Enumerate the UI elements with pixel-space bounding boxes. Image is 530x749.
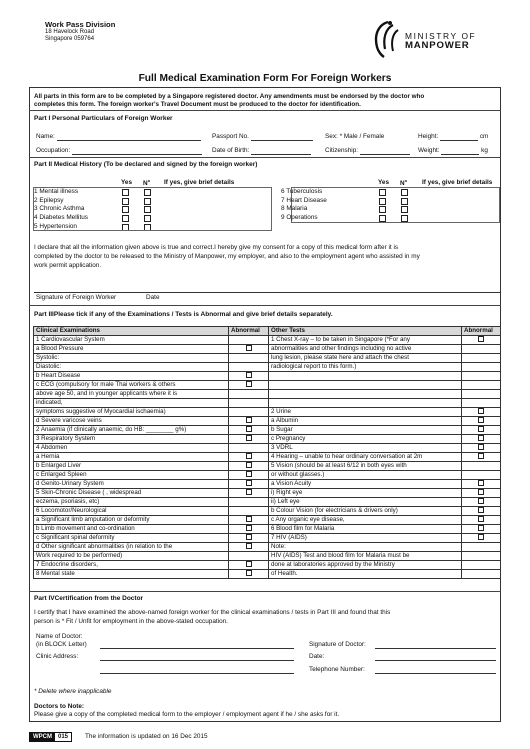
other-test-cell: 2 Urine	[269, 408, 462, 417]
history-item-label: 2 Epilepsy	[34, 196, 64, 204]
other-test-cell: 3 VDRL	[269, 444, 462, 453]
abnormal-checkbox[interactable]	[246, 561, 252, 567]
part3-title: Part IIIPlease tick if any of the Examinations / Tests is Abnormal and give brief details separately.	[34, 311, 333, 318]
other-test-cell: Note:	[269, 543, 462, 552]
history-item-label: 4 Diabetes Mellitus	[34, 214, 88, 222]
exam-table-row	[34, 507, 501, 516]
passport-line	[251, 134, 313, 141]
abnormal-checkbox[interactable]	[246, 480, 252, 486]
abnormal-cell	[462, 435, 501, 444]
passport-field[interactable]	[212, 133, 313, 141]
clinical-exam-cell: a Hernia	[34, 453, 229, 462]
exam-table-row	[34, 534, 501, 543]
doctor-date-line[interactable]	[375, 660, 496, 661]
other-test-cell: HIV (AIDS) Test and blood film for Malaria must be	[269, 552, 462, 561]
exam-table-row	[34, 453, 501, 462]
abnormal-cell	[229, 516, 269, 525]
abnormal-checkbox[interactable]	[246, 462, 252, 468]
history-item-label: 9 Operations	[281, 214, 318, 222]
occupation-line	[72, 148, 202, 155]
part2-title: Part II Medical History (To be declared and signed by the foreign worker)	[34, 161, 258, 168]
other-test-cell	[269, 381, 462, 390]
abnormal-checkbox[interactable]	[478, 498, 484, 504]
history-right-list	[281, 188, 481, 223]
form-code-left: WPCM	[30, 733, 55, 741]
abnormal-cell	[229, 435, 269, 444]
abnormal-cell	[462, 390, 501, 399]
clinical-exam-cell: b Enlarged Liver	[34, 462, 229, 471]
weight-field[interactable]	[418, 147, 488, 155]
abnormal-cell	[462, 543, 501, 552]
intro-line-1: All parts in this form are to be completed by a Singapore registered doctor. Any amendments must be endorsed by the doctor who	[34, 93, 425, 100]
doctors-note-title: Doctors to Note:	[34, 703, 85, 710]
address-line-1: 18 Havelock Road	[45, 29, 95, 35]
other-test-cell	[269, 390, 462, 399]
clinical-exam-cell: d Severe varicose veins	[34, 417, 229, 426]
abnormal-cell	[462, 426, 501, 435]
other-test-cell: abnormalities and other findings including no active	[269, 345, 462, 354]
exam-table-row	[34, 435, 501, 444]
no-header-right: $N^o$	[400, 178, 408, 188]
other-test-cell: radiological report to this form.)	[269, 363, 462, 372]
other-test-cell: c Pregnancy	[269, 435, 462, 444]
abnormal-cell	[229, 543, 269, 552]
exam-table-wrap	[33, 326, 500, 579]
exam-table-row	[34, 480, 501, 489]
abnormal-checkbox[interactable]	[246, 435, 252, 441]
exam-table-row	[34, 381, 501, 390]
abnormal-cell	[229, 345, 269, 354]
exam-table-row	[34, 489, 501, 498]
updated-note: The information is updated on 16 Dec 2015	[85, 733, 208, 740]
col-abnormal-header: Abnormal	[229, 327, 269, 336]
abnormal-checkbox[interactable]	[246, 516, 252, 522]
part4-title: Part IVCertification from the Doctor	[34, 595, 144, 602]
declaration-line-2: completed by the doctor to be released to the Ministry of Manpower, my employer, and also to the employment agent who assisted in my	[34, 253, 420, 260]
abnormal-cell	[229, 498, 269, 507]
other-test-cell: a Albumin	[269, 417, 462, 426]
clinical-exam-cell: Systolic:	[34, 354, 229, 363]
abnormal-checkbox[interactable]	[246, 570, 252, 576]
exam-table-row	[34, 471, 501, 480]
abnormal-cell	[462, 552, 501, 561]
clinical-exam-cell: 6 Locomotor/Neurological	[34, 507, 229, 516]
abnormal-cell	[462, 417, 501, 426]
history-item	[281, 214, 481, 223]
exam-table-row	[34, 552, 501, 561]
doctor-signature-label: Signature of Doctor:	[309, 641, 366, 648]
form-code-right: 015	[58, 734, 69, 740]
abnormal-cell	[229, 462, 269, 471]
worker-date-label: Date	[146, 294, 160, 301]
intro-line-2: completes this form. The foreign worker's Travel Document must be produced to the doctor for identification.	[34, 101, 361, 108]
history-item-label: 5 Hypertension	[34, 222, 77, 230]
height-field[interactable]	[418, 133, 488, 141]
exam-table-row	[34, 408, 501, 417]
form-code-badge	[29, 732, 72, 742]
other-test-cell: a Vision Acuity	[269, 480, 462, 489]
dob-label: Date of Birth:	[212, 147, 250, 154]
clinical-exam-cell: 5 Skin-Chronic Disease ( , widespread	[34, 489, 229, 498]
abnormal-cell	[229, 336, 269, 345]
no-header-left: $N^o$	[143, 178, 151, 188]
address-line-2: Singapore 059764	[45, 36, 95, 42]
col-other-header: Other Tests	[269, 327, 462, 336]
abnormal-cell	[462, 507, 501, 516]
dob-line	[251, 148, 311, 155]
other-test-cell	[269, 399, 462, 408]
history-item-label: 1 Mental illness	[34, 188, 79, 195]
abnormal-checkbox[interactable]	[246, 417, 252, 423]
doctor-name-line[interactable]	[100, 648, 294, 649]
exam-table-header	[34, 327, 501, 336]
exam-table-row	[34, 462, 501, 471]
history-item	[281, 197, 481, 206]
clinical-exam-cell: c ECG (compulsory for male Thai workers & others	[34, 381, 229, 390]
ministry-line-2: MANPOWER	[405, 40, 470, 51]
clinical-exam-cell: b Heart Disease	[34, 372, 229, 381]
history-item-label: 8 Malaria	[281, 205, 308, 213]
exam-table-row	[34, 570, 501, 579]
abnormal-cell	[462, 372, 501, 381]
abnormal-cell	[229, 480, 269, 489]
abnormal-checkbox[interactable]	[478, 336, 484, 342]
abnormal-cell	[462, 399, 501, 408]
clinical-exam-cell: above age 50, and in younger applicants where it is	[34, 390, 229, 399]
abnormal-checkbox[interactable]	[246, 534, 252, 540]
doctor-signature-line[interactable]	[375, 648, 496, 649]
history-yes-checkbox[interactable]	[379, 198, 386, 205]
history-left-grid	[33, 187, 272, 231]
abnormal-checkbox[interactable]	[246, 471, 252, 477]
ministry-line-1: MINISTRY OF	[405, 31, 477, 41]
clinical-exam-cell: eczema, psoriasis, etc)	[34, 498, 229, 507]
clinical-exam-cell: 2 Anaemia (if clinically anaemic, do HB: ________ g%)	[34, 426, 229, 435]
abnormal-cell	[229, 489, 269, 498]
abnormal-cell	[462, 354, 501, 363]
abnormal-cell	[462, 363, 501, 372]
other-test-cell: c Any organic eye disease,	[269, 516, 462, 525]
exam-table-row	[34, 363, 501, 372]
passport-label: Passport No.	[212, 133, 249, 140]
abnormal-checkbox[interactable]	[478, 507, 484, 513]
abnormal-cell	[462, 462, 501, 471]
abnormal-checkbox[interactable]	[246, 489, 252, 495]
abnormal-checkbox[interactable]	[478, 426, 484, 432]
history-item	[281, 205, 481, 214]
other-test-cell: 7 HIV (AIDS)	[269, 534, 462, 543]
telephone-line[interactable]	[375, 673, 496, 674]
abnormal-checkbox[interactable]	[246, 453, 252, 459]
history-item-label: 6 Tuberculosis	[281, 188, 323, 195]
abnormal-checkbox[interactable]	[246, 345, 252, 351]
exam-table-row	[34, 543, 501, 552]
clinical-exam-cell: Diastolic:	[34, 363, 229, 372]
telephone-label: Telephone Number:	[309, 666, 365, 673]
clinic-address-label: Clinic Address:	[36, 653, 79, 660]
clinical-exam-cell: 8 Mental state	[34, 570, 229, 579]
clinic-address-line-1[interactable]	[100, 660, 294, 661]
col-clinical-header: Clinical Examinations	[34, 327, 229, 336]
abnormal-cell	[229, 399, 269, 408]
divider	[29, 157, 501, 158]
name-line	[57, 134, 201, 141]
exam-table-row	[34, 354, 501, 363]
name-field[interactable]	[36, 133, 201, 141]
abnormal-checkbox[interactable]	[478, 489, 484, 495]
other-test-cell: 5 Vision (should be at least 6/12 in both eyes with	[269, 462, 462, 471]
abnormal-cell	[462, 453, 501, 462]
abnormal-checkbox[interactable]	[246, 381, 252, 387]
occupation-label: Occupation:	[36, 147, 71, 154]
citizenship-line	[360, 148, 410, 155]
other-test-cell: 1 Chest X-ray – to be taken in Singapore (*For any	[269, 336, 462, 345]
doctors-note-text: Please give a copy of the completed medical form to the employer / employment agent if he / she asks for it.	[34, 711, 340, 718]
brief-header-left: If yes, give brief details	[164, 179, 235, 186]
history-item-label: 7 Heart Disease	[281, 196, 327, 204]
exam-table-row	[34, 561, 501, 570]
worker-signature-label: Signature of Foreign Worker	[36, 294, 117, 301]
yes-header-right: Yes	[378, 179, 390, 186]
weight-unit: kg	[481, 147, 488, 154]
clinical-exam-cell: 1 Cardiovascular System	[34, 336, 229, 345]
exam-table-row	[34, 390, 501, 399]
occupation-field[interactable]	[36, 147, 202, 155]
abnormal-cell	[229, 363, 269, 372]
abnormal-cell	[229, 417, 269, 426]
abnormal-cell	[462, 489, 501, 498]
abnormal-cell	[229, 534, 269, 543]
exam-table-row	[34, 399, 501, 408]
abnormal-cell	[462, 534, 501, 543]
history-no-checkbox[interactable]	[401, 206, 408, 213]
exam-table-row	[34, 516, 501, 525]
abnormal-checkbox[interactable]	[246, 525, 252, 531]
abnormal-cell	[462, 525, 501, 534]
clinical-exam-cell: c Enlarged Spleen	[34, 471, 229, 480]
abnormal-cell	[229, 561, 269, 570]
declaration-line-3: work permit application.	[34, 262, 102, 269]
exam-table-row	[34, 417, 501, 426]
abnormal-cell	[229, 471, 269, 480]
abnormal-cell	[462, 480, 501, 489]
cert-line-2: person is * Fit / Unfit for employment in the above-stated occupation.	[34, 618, 228, 625]
abnormal-cell	[462, 561, 501, 570]
abnormal-checkbox[interactable]	[478, 453, 484, 459]
abnormal-checkbox[interactable]	[478, 516, 484, 522]
clinical-exam-cell: 7 Endocrine disorders,	[34, 561, 229, 570]
other-test-cell: b Sugar	[269, 426, 462, 435]
abnormal-checkbox[interactable]	[478, 444, 484, 450]
abnormal-cell	[229, 552, 269, 561]
other-test-cell: 6 Blood film for Malaria	[269, 525, 462, 534]
divider	[29, 110, 501, 111]
height-unit: cm	[479, 133, 489, 140]
height-label: Height:	[418, 133, 439, 140]
exam-table-row	[34, 336, 501, 345]
exam-table-row	[34, 345, 501, 354]
name-label: Name:	[36, 133, 55, 140]
clinical-exam-cell: b Limb movement and co-ordination	[34, 525, 229, 534]
clinic-address-line-2[interactable]	[100, 673, 294, 674]
history-yes-checkbox[interactable]	[379, 189, 386, 196]
abnormal-cell	[229, 372, 269, 381]
history-no-checkbox[interactable]	[401, 215, 408, 222]
divider	[29, 591, 501, 592]
abnormal-checkbox[interactable]	[246, 372, 252, 378]
abnormal-checkbox[interactable]	[478, 480, 484, 486]
other-test-cell: 4 Hearing – unable to hear ordinary conversation at 2m	[269, 453, 462, 462]
dob-field[interactable]	[212, 147, 311, 155]
other-test-cell: ii) Left eye	[269, 498, 462, 507]
clinical-exam-cell: 4 Abdomen	[34, 444, 229, 453]
history-item	[281, 188, 481, 197]
citizenship-field[interactable]	[325, 147, 410, 155]
history-yes-checkbox[interactable]	[379, 206, 386, 213]
other-test-cell	[269, 372, 462, 381]
abnormal-cell	[229, 444, 269, 453]
abnormal-cell	[229, 426, 269, 435]
weight-line	[441, 148, 479, 155]
exam-table	[33, 326, 501, 579]
exam-table-row	[34, 444, 501, 453]
abnormal-cell	[229, 453, 269, 462]
abnormal-cell	[229, 525, 269, 534]
abnormal-checkbox[interactable]	[478, 525, 484, 531]
abnormal-cell	[229, 381, 269, 390]
other-test-cell: done at laboratories approved by the Ministry	[269, 561, 462, 570]
other-test-cell: b Colour Vision (for electricians & drivers only)	[269, 507, 462, 516]
abnormal-cell	[462, 381, 501, 390]
clinical-exam-cell: 3 Respiratory System	[34, 435, 229, 444]
abnormal-checkbox[interactable]	[478, 417, 484, 423]
worker-signature-line[interactable]	[34, 292, 500, 293]
abnormal-cell	[229, 354, 269, 363]
doctor-name-label: Name of Doctor:	[36, 633, 83, 640]
doctor-date-label: Date:	[309, 653, 325, 660]
clinical-exam-cell: d Genito-Urinary System	[34, 480, 229, 489]
abnormal-checkbox[interactable]	[478, 435, 484, 441]
clinical-exam-cell: symptoms suggestive of Myocardial ischaemia)	[34, 408, 229, 417]
abnormal-cell	[462, 408, 501, 417]
history-no-checkbox[interactable]	[401, 198, 408, 205]
abnormal-checkbox[interactable]	[478, 408, 484, 414]
history-yes-checkbox[interactable]	[379, 215, 386, 222]
declaration-line-1: I declare that all the information given above is true and correct.I hereby give my consent for a copy of this medical form after it is	[34, 244, 399, 251]
doctor-name-sublabel: (in BLOCK Letter)	[36, 641, 87, 648]
yes-header-left: Yes	[121, 179, 133, 186]
abnormal-cell	[229, 570, 269, 579]
ministry-logo-icon	[368, 19, 402, 59]
abnormal-cell	[229, 390, 269, 399]
clinical-exam-cell: a Significant limb amputation or deformity	[34, 516, 229, 525]
abnormal-cell	[229, 507, 269, 516]
footnote: * Delete where inapplicable	[34, 688, 112, 695]
history-item-label: 3 Chronic Asthma	[34, 205, 85, 213]
abnormal-cell	[462, 336, 501, 345]
exam-table-row	[34, 525, 501, 534]
cert-line-1: I certify that I have examined the above-named foreign worker for the clinical examinations / tests in Part III and found that this	[34, 609, 391, 616]
form-title: Full Medical Examination Form For Foreign Workers	[138, 73, 392, 84]
clinical-exam-cell: indicated,	[34, 399, 229, 408]
other-test-cell: lung lesion, please state here and attach the chest	[269, 354, 462, 363]
abnormal-cell	[462, 471, 501, 480]
clinical-exam-cell: a Blood Pressure	[34, 345, 229, 354]
weight-label: Weight:	[418, 147, 440, 154]
abnormal-checkbox[interactable]	[246, 426, 252, 432]
org-name: Work Pass Division	[45, 20, 116, 29]
history-no-checkbox[interactable]	[401, 189, 408, 196]
clinical-exam-cell: d Other significant abnormalities (in relation to the	[34, 543, 229, 552]
clinical-exam-cell: Work required to be performed)	[34, 552, 229, 561]
abnormal-cell	[462, 444, 501, 453]
abnormal-cell	[462, 345, 501, 354]
exam-table-row	[34, 426, 501, 435]
abnormal-checkbox[interactable]	[478, 534, 484, 540]
abnormal-checkbox[interactable]	[246, 543, 252, 549]
citizenship-label: Citizenship:	[325, 147, 359, 154]
height-line	[440, 134, 478, 141]
abnormal-cell	[462, 498, 501, 507]
other-test-cell: i) Right eye	[269, 489, 462, 498]
sex-label[interactable]: Sex: * Male / Female	[325, 133, 385, 140]
exam-table-row	[34, 372, 501, 381]
exam-table-row	[34, 498, 501, 507]
abnormal-cell	[229, 408, 269, 417]
divider	[29, 305, 501, 306]
other-test-cell: of Health.	[269, 570, 462, 579]
col-abnormal-header: Abnormal	[462, 327, 501, 336]
brief-header-right: If yes, give brief details	[422, 179, 493, 186]
abnormal-cell	[462, 516, 501, 525]
clinical-exam-cell: c Significant spinal deformity	[34, 534, 229, 543]
abnormal-cell	[462, 570, 501, 579]
part1-title: Part I Personal Particulars of Foreign Worker	[34, 115, 173, 122]
other-test-cell: or without glasses.)	[269, 471, 462, 480]
